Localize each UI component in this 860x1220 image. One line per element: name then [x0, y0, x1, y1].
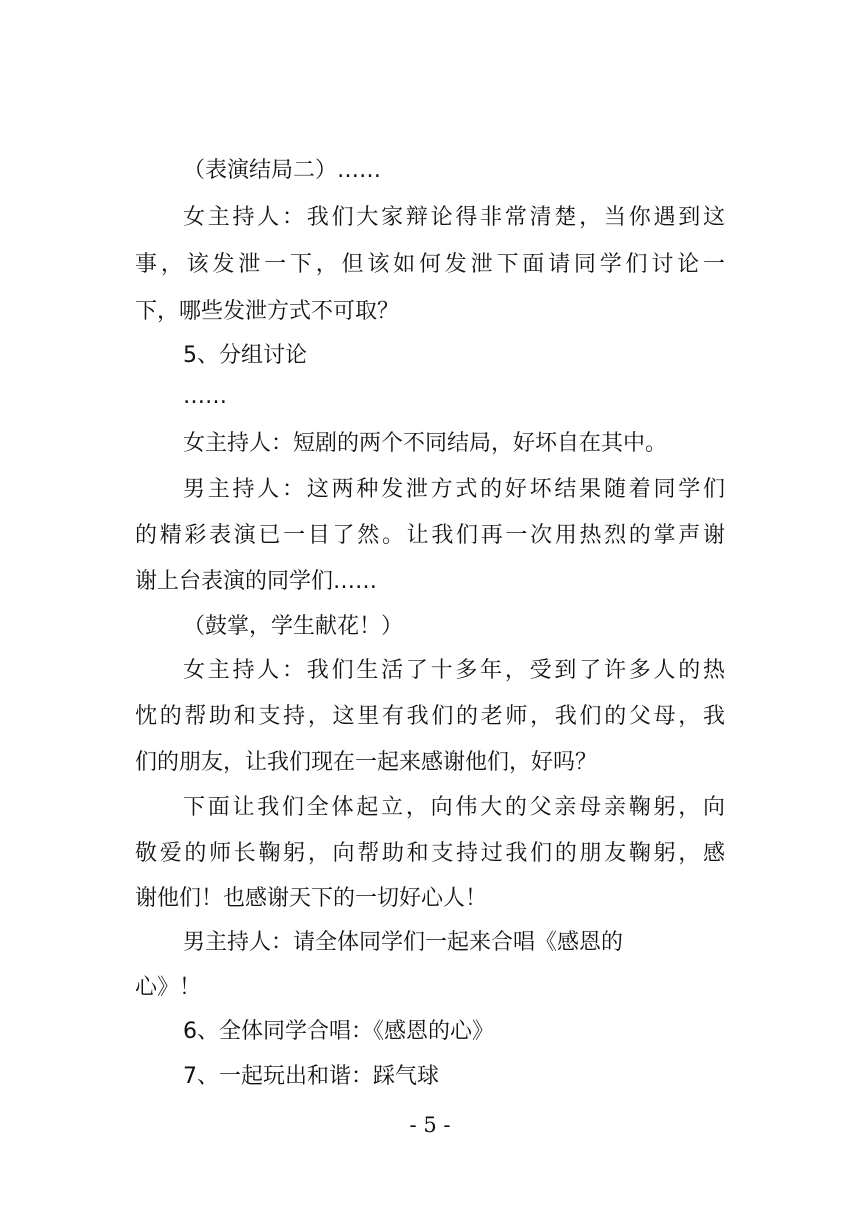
page-number: - 5 -: [409, 1113, 451, 1137]
section-heading-group-discussion: 5、分组讨论: [183, 343, 307, 368]
text-line-bow-instructions-end: 谢他们！也感谢天下的一切好心人！: [135, 886, 488, 911]
text-line-female-host-debate-cont: 事，该发泄一下，但该如何发泄下面请同学们讨论一: [135, 252, 725, 277]
text-line-bow-instructions: 下面让我们全体起立，向伟大的父亲母亲鞠躬，向: [183, 795, 725, 820]
section-heading-balloon-game: 7、一起玩出和谐：踩气球: [183, 1064, 439, 1089]
section-heading-group-song: 6、全体同学合唱：《感恩的心》: [183, 1019, 494, 1044]
text-line-female-host-short-play: 女主持人：短剧的两个不同结局，好坏自在其中。: [183, 431, 668, 456]
text-line-female-host-thanks-end: 们的朋友，让我们现在一起来感谢他们，好吗？: [135, 750, 598, 775]
text-line-performance-ending-two: （表演结局二）……: [183, 158, 382, 183]
text-line-female-host-thanks: 女主持人：我们生活了十多年，受到了许多人的热: [183, 658, 725, 683]
text-line-bow-instructions-cont: 敬爱的师长鞠躬，向帮助和支持过我们的朋友鞠躬，感: [135, 841, 725, 866]
text-line-male-host-song-end: 心》！: [135, 975, 202, 1000]
text-line-male-host-results-cont: 的精彩表演已一目了然。让我们再一次用热烈的掌声谢: [135, 523, 725, 548]
text-line-male-host-results-end: 谢上台表演的同学们……: [135, 569, 378, 594]
text-line-applause: （鼓掌，学生献花！）: [183, 614, 404, 639]
text-line-male-host-results: 男主持人：这两种发泄方式的好坏结果随着同学们: [183, 477, 725, 502]
text-line-male-host-song: 男主持人：请全体同学们一起来合唱《感恩的: [183, 930, 624, 955]
text-line-female-host-debate: 女主持人：我们大家辩论得非常清楚，当你遇到这: [183, 205, 725, 230]
text-line-female-host-debate-end: 下，哪些发泄方式不可取？: [135, 299, 400, 324]
text-line-ellipsis: ……: [183, 384, 227, 409]
text-line-female-host-thanks-cont: 忱的帮助和支持，这里有我们的老师，我们的父母，我: [135, 704, 725, 729]
